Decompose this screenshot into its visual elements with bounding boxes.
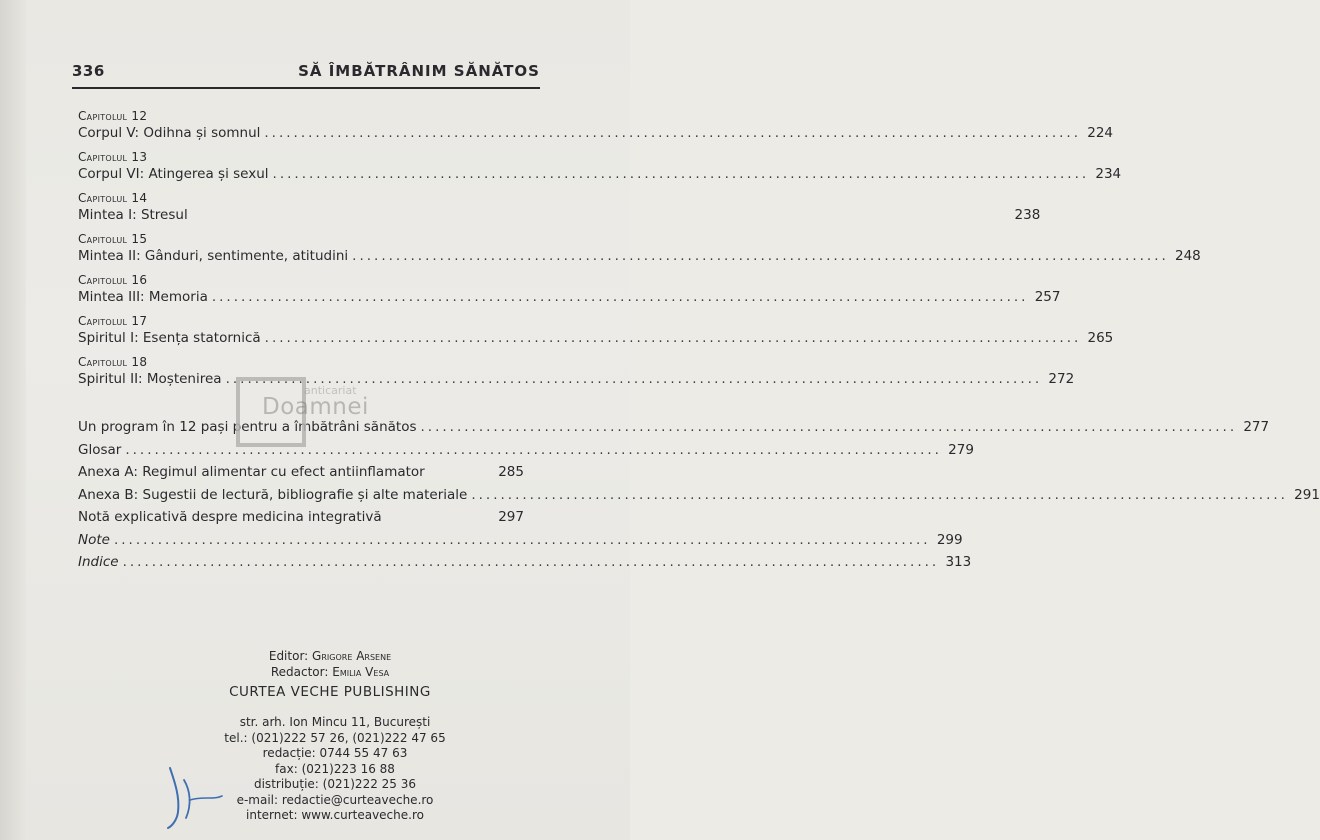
running-header xyxy=(72,62,540,82)
address-line: str. arh. Ion Mincu 11, București xyxy=(239,715,431,729)
email-line: e-mail: redactie@curteaveche.ro xyxy=(236,792,434,807)
chapter-title: Mintea III: Memoria xyxy=(78,289,208,305)
toc-chapter-12 xyxy=(78,109,1114,151)
internet-line: internet: www.curteaveche.ro xyxy=(246,808,424,822)
chapter-page: 224 xyxy=(1087,125,1114,141)
dot-leader: ................................................................................................................ xyxy=(211,289,1029,305)
tel-line: tel.: (021)222 57 26, (021)222 47 65 xyxy=(224,730,446,745)
toc-chapter-17 xyxy=(78,314,1114,356)
toc-entry xyxy=(78,551,972,574)
redactie-line: redacție: 0744 55 47 63 xyxy=(262,746,408,760)
chapter-label: Capitolul 17 xyxy=(78,314,148,328)
chapter-title: Spiritul I: Esența statornică xyxy=(78,330,261,346)
editor-label: Editor: xyxy=(268,649,309,663)
chapter-page: 257 xyxy=(1034,289,1061,305)
chapter-title: Spiritul II: Moștenirea xyxy=(78,371,222,387)
chapter-title: Corpul V: Odihna și somnul xyxy=(78,125,261,141)
chapter-label: Capitolul 12 xyxy=(78,109,148,123)
entry-page: 285 xyxy=(498,464,524,480)
chapter-title: Corpul VI: Atingerea și sexul xyxy=(78,166,269,182)
page-gutter-shadow xyxy=(0,0,26,840)
toc-chapter-14 xyxy=(78,191,1041,233)
chapter-label: Capitolul 15 xyxy=(78,232,148,246)
entry-page: 277 xyxy=(1243,419,1270,435)
dot-leader: ................................................................................................................ xyxy=(264,125,1082,141)
chapter-page: 265 xyxy=(1087,330,1114,346)
entry-page: 313 xyxy=(945,554,972,570)
entry-page: 291 xyxy=(1294,486,1320,503)
watermark-text: Doamnei xyxy=(262,394,369,420)
publisher-contact xyxy=(200,715,470,824)
toc-chapter-13 xyxy=(78,150,1122,192)
entry-title: Indice xyxy=(78,554,119,570)
chapter-page: 238 xyxy=(1014,207,1041,223)
toc-chapter-15 xyxy=(78,232,1201,274)
entry-title: Anexa B: Sugestii de lectură, bibliografie și alte materiale xyxy=(78,486,468,503)
header-rule xyxy=(72,87,540,89)
dot-leader: ................................................................................................................ xyxy=(113,531,931,548)
dot-leader: ................................................................................................................ xyxy=(225,371,1043,387)
dot-leader: ................................................................................................................ xyxy=(264,330,1082,346)
chapter-page: 272 xyxy=(1048,371,1075,387)
toc-chapter-16 xyxy=(78,273,1061,315)
publisher-credits xyxy=(180,648,480,703)
publisher-name: CURTEA VECHE PUBLISHING xyxy=(229,684,431,700)
toc-entry xyxy=(78,484,1320,507)
toc-entry xyxy=(78,506,524,529)
entry-page: 279 xyxy=(948,441,974,458)
distributie-line: distribuție: (021)222 25 36 xyxy=(253,777,417,791)
chapter-page: 234 xyxy=(1095,166,1122,182)
entry-title: Anexa A: Regimul alimentar cu efect antiinflamator xyxy=(78,464,425,480)
dot-leader: ................................................................................................................ xyxy=(420,419,1238,435)
running-title: SĂ ÎMBĂTRÂNIM SĂNĂTOS xyxy=(298,62,540,80)
chapter-label: Capitolul 14 xyxy=(78,191,148,205)
chapter-label: Capitolul 16 xyxy=(78,273,148,287)
table-of-contents xyxy=(78,109,1201,397)
entry-title: Notă explicativă despre medicina integrativă xyxy=(78,509,382,525)
dot-leader: ................................................................................................................ xyxy=(471,486,1288,503)
dot-leader: ................................................................................................................ xyxy=(122,554,940,570)
redactor-label: Redactor: xyxy=(270,665,329,679)
entry-title: Un program în 12 pași pentru a îmbătrâni sănătos xyxy=(78,419,417,435)
fax-line: fax: (021)223 16 88 xyxy=(275,761,395,776)
entry-page: 299 xyxy=(936,531,963,548)
dot-leader: ................................................................................................................ xyxy=(272,166,1090,182)
page-number: 336 xyxy=(72,62,105,80)
editor-name: Grigore Arsene xyxy=(312,649,392,663)
redactor-line xyxy=(180,664,480,680)
redactor-name: Emilia Vesa xyxy=(332,665,390,679)
editor-line xyxy=(180,648,480,664)
toc-entry xyxy=(78,529,963,552)
chapter-title: Mintea I: Stresul xyxy=(78,207,188,223)
chapter-page: 248 xyxy=(1175,248,1201,264)
chapter-label: Capitolul 18 xyxy=(78,355,148,369)
handwritten-signature xyxy=(150,760,240,830)
watermark-small-text: anticariat xyxy=(304,384,357,397)
chapter-title: Mintea II: Gânduri, sentimente, atitudini xyxy=(78,248,349,264)
chapter-label: Capitolul 13 xyxy=(78,150,148,164)
dot-leader: ................................................................................................................ xyxy=(352,248,1169,264)
entry-title: Note xyxy=(78,531,110,548)
dot-leader: ................................................................................................................ xyxy=(125,441,942,458)
entry-title: Glosar xyxy=(78,441,122,458)
entry-page: 297 xyxy=(498,509,524,525)
toc-entry xyxy=(78,461,524,484)
